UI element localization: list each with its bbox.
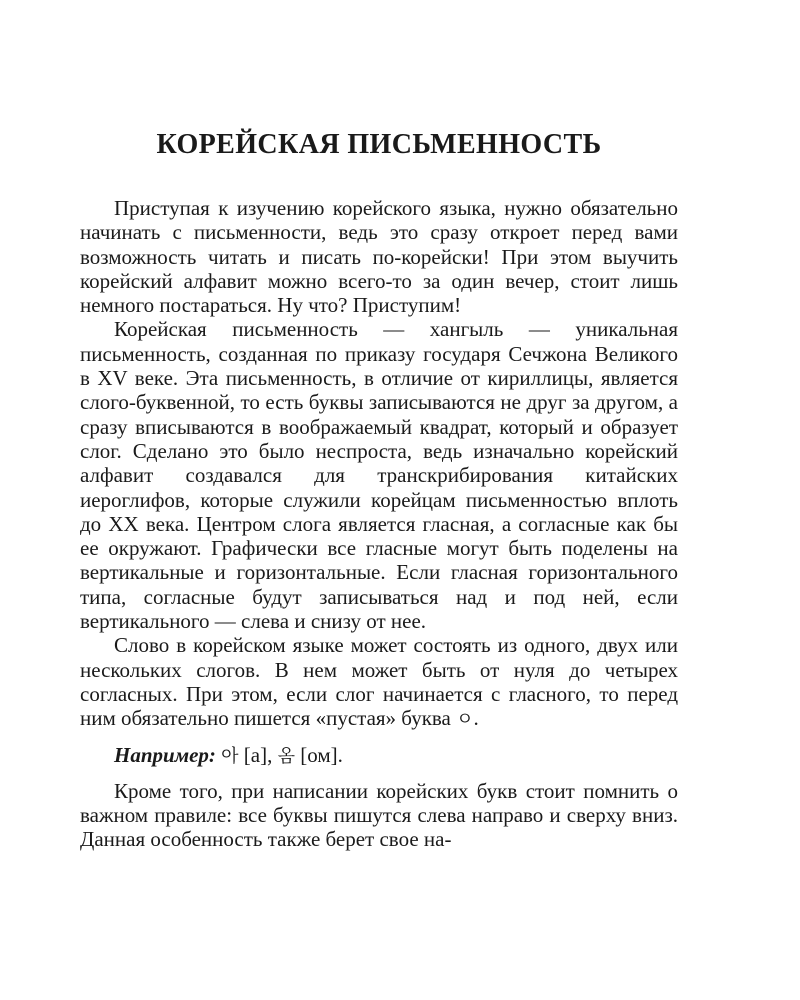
example-word-2: 옴	[277, 745, 295, 767]
book-page	[80, 128, 678, 852]
empty-letter: ㅇ	[456, 709, 474, 731]
example-word-1: 아	[221, 745, 239, 767]
paragraph-writing-rule: Кроме того, при написании корейских букв стоит помнить о важном правиле: все буквы пишутся слева направо и сверху вниз. Данная особенность также берет свое на-	[80, 778, 678, 852]
paragraph-intro: Приступая к изучению корейского языка, нужно обязательно начинать с письменности, ведь это сразу откроет перед вами возможность читать и писать по-корейски! При этом выучить корейский алфавит можно всего-то за один вечер, стоит лишь немного постараться. Ну что? Приступим!	[80, 196, 678, 318]
paragraph-hangul: Корейская письменность — хангыль — уникальная письменность, созданная по приказу государя Сечжона Великого в XV веке. Эта письменность, в отличие от кириллицы, является слого-буквенной, то есть буквы записываются не друг за другом, а сразу вписываются в воображаемый квадрат, который и образует слог. Сделано это было неспроста, ведь изначально корейский алфавит создавался для транскрибирования китайских иероглифов, которые служили корейцам письменностью вплоть до XX века. Центром слога является гласная, а согласные как бы ее окружают. Графически все гласные могут быть поделены на вертикальные и горизонтальные. Если гласная горизонтального типа, согласные будут записываться над и под ней, если вертикального — слева и снизу от нее.	[80, 317, 678, 634]
example-transcription-2: [ом]	[300, 742, 338, 767]
page-title: КОРЕЙСКАЯ ПИСЬМЕННОСТЬ	[156, 129, 602, 160]
paragraph-syllables-text: Слово в корейском языке может состоять из одного, двух или нескольких слогов. В нем может быть от нуля до четырех согласных. При этом, если слог начинается с гласного, то перед ним обязательно пишется «пустая» буква	[80, 633, 678, 731]
example-line: Например: 아 [а], 옴 [ом].	[114, 742, 343, 767]
example-transcription-1: [а]	[243, 742, 268, 767]
paragraph-syllables: Слово в корейском языке может состоять из одного, двух или нескольких слогов. В нем может быть от нуля до четырех согласных. При этом, если слог начинается с гласного, то перед ним обязательно пишется «пустая» буква ㅇ.	[80, 633, 678, 731]
example-label: Например:	[114, 742, 216, 767]
